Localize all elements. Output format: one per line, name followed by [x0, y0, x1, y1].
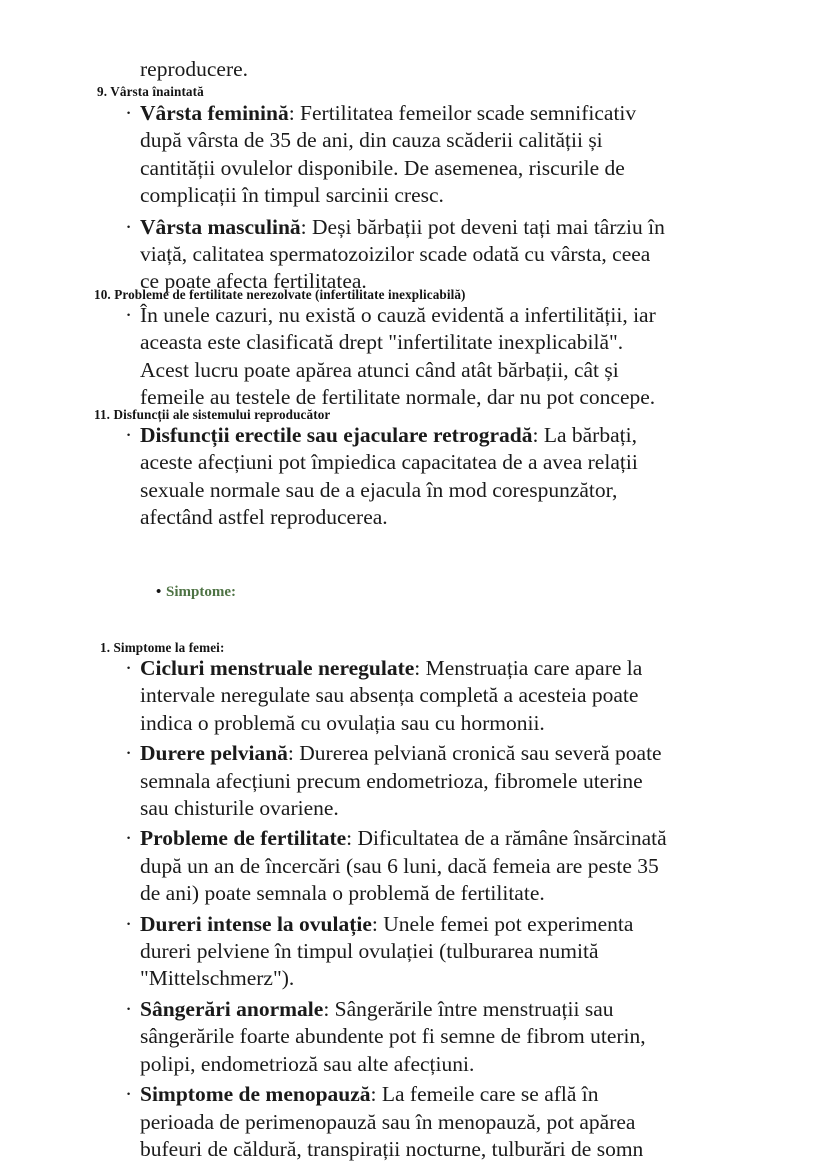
list-item: [124, 996, 669, 1078]
list-item-lead: Vârsta feminină: [140, 101, 289, 125]
bullet-icon: ·: [125, 826, 133, 851]
section-number-10: 10.: [94, 287, 111, 302]
symptom-heading-1: [100, 640, 224, 656]
list-item: [124, 1081, 669, 1163]
list-item-lead: Vârsta masculină: [140, 214, 301, 239]
list-item-lead: Cicluri menstruale neregulate: [140, 656, 415, 680]
section-number-9: 9.: [97, 84, 108, 99]
list-item-lead: Probleme de fertilitate: [140, 826, 347, 851]
list-item-body: : La femeile care se află în perioada de perimenopauză sau în menopauză, pot apărea bufeuri de căldură, transpirații nocturne, tulburări de somn: [140, 1082, 644, 1161]
section-number-11: 11.: [94, 407, 111, 422]
bullet-icon: ·: [125, 101, 133, 125]
list-item-body: : Dificultatea de a rămâne însărcinată după un an de încercări (sau 6 luni, dacă femeia are peste 35 de ani) poate semnala o problemă de fertilitate.: [140, 826, 667, 906]
bullet-icon: ·: [125, 656, 133, 680]
list-item: [124, 214, 669, 296]
section-heading-9: [97, 84, 204, 100]
bullet-icon: ·: [125, 741, 133, 766]
bullet-icon: ·: [125, 996, 133, 1021]
symptom-list-1: [124, 655, 669, 1164]
list-item: [124, 302, 669, 412]
bullet-list-10: [124, 302, 669, 413]
section-heading-10: [94, 287, 466, 303]
list-item: [124, 422, 669, 532]
list-item: [124, 100, 669, 210]
bullet-list-9: [124, 100, 669, 297]
list-item: [124, 740, 669, 822]
bullet-icon: ·: [125, 911, 133, 936]
bullet-icon: ·: [125, 214, 133, 239]
bullet-icon: ·: [125, 423, 133, 447]
list-item-body: : Menstruația care apare la intervale neregulate sau absența completă a acesteia poate indica o problemă cu ovulația sau cu hormonii.: [140, 656, 643, 735]
list-item-body: În unele cazuri, nu există o cauză evidentă a infertilității, iar aceasta este clasificată drept "infertilitate inexplicabilă". Acest lucru poate apărea atunci când atât bărbații, cât și femeile au testele de fertilitate normale, dar nu pot concepe.: [140, 303, 656, 410]
symptom-number-1: 1.: [100, 640, 111, 655]
list-item-body: : Sângerările între menstruații sau sângerările foarte abundente pot fi semne de fibrom uterin, polipi, endometrioză sau alte afecțiuni.: [140, 996, 646, 1076]
list-item-lead: Disfuncții erectile sau ejaculare retrogradă: [140, 423, 533, 447]
symptom-title-1: Simptome la femei:: [113, 640, 225, 655]
list-item-body: : Unele femei pot experimenta dureri pelviene în timpul ovulației (tulburarea numită "Mittelschmerz").: [140, 911, 634, 991]
list-item: [124, 825, 669, 907]
round-bullet-icon: •: [156, 584, 162, 600]
list-item-body: : Deși bărbații pot deveni tați mai târziu în viață, calitatea spermatozoizilor scade odată cu vârsta, ceea ce poate afecta fertilitatea.: [140, 214, 665, 294]
symptoms-marker: [156, 582, 236, 602]
list-item-lead: Dureri intense la ovulație: [140, 911, 372, 936]
list-item-body: : Durerea pelviană cronică sau severă poate semnala afecțiuni precum endometrioza, fibromele uterine sau chisturile ovariene.: [140, 741, 662, 821]
section-heading-11: [94, 407, 330, 423]
bullet-icon: ·: [125, 303, 133, 327]
list-item-lead: Durere pelviană: [140, 741, 288, 766]
section-title-9: Vârsta înaintată: [110, 84, 204, 99]
list-item-body: : Fertilitatea femeilor scade semnificativ după vârsta de 35 de ani, din cauza scăderii calității și cantității ovulelor disponibile. De asemenea, riscurile de complicații în timpul sarcinii cresc.: [140, 101, 637, 208]
list-item: [124, 655, 669, 737]
symptoms-marker-label: Simptome:: [166, 584, 236, 600]
bullet-list-11: [124, 422, 669, 533]
bullet-icon: ·: [125, 1082, 133, 1107]
list-item-body: : La bărbați, aceste afecțiuni pot împiedica capacitatea de a avea relații sexuale normale sau de a ejacula în mod corespunzător, afectând astfel reproducerea.: [140, 423, 638, 530]
continuation-line: reproducere.: [140, 57, 249, 81]
section-title-11: Disfuncții ale sistemului reproducător: [113, 407, 331, 422]
section-title-10: Probleme de fertilitate nerezolvate (infertilitate inexplicabilă): [114, 287, 466, 302]
list-item: [124, 911, 669, 993]
list-item-lead: Sângerări anormale: [140, 996, 324, 1021]
list-item-lead: Simptome de menopauză: [140, 1082, 371, 1107]
